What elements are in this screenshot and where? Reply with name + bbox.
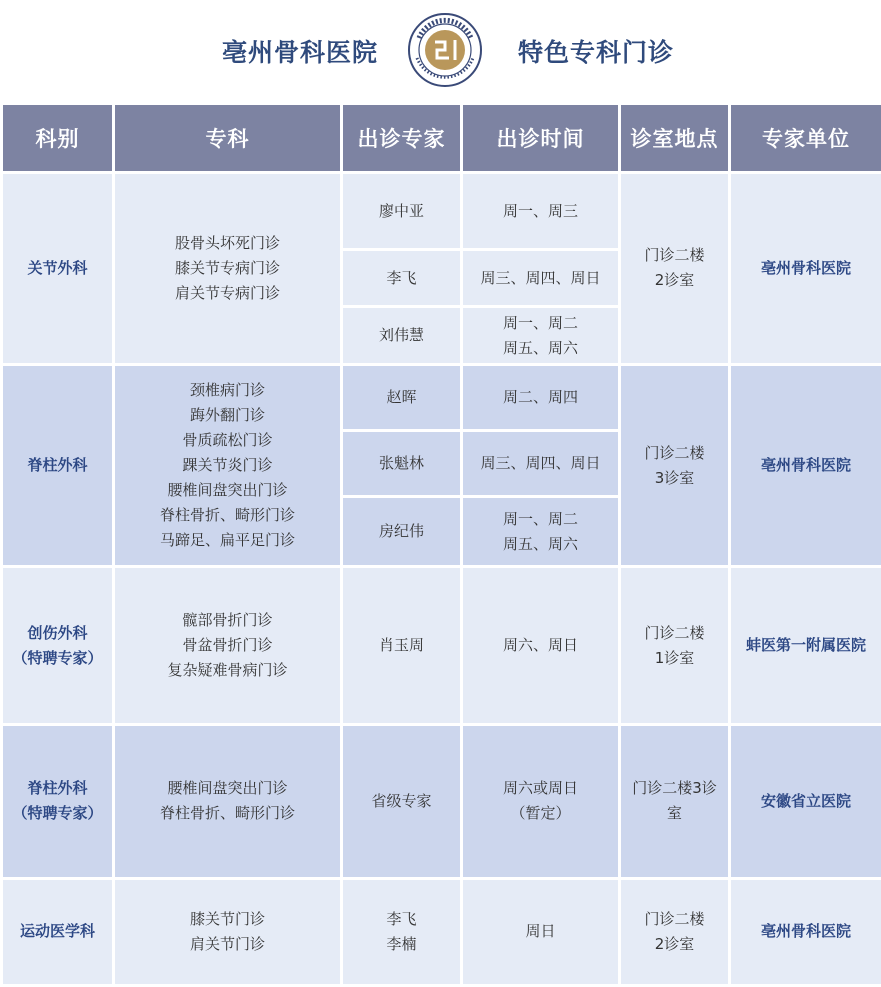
unit-cell-line: 亳州骨科医院: [760, 456, 851, 475]
unit-cell: [730, 567, 881, 725]
specialty-cell: [114, 364, 342, 567]
time-cell-line: （暂定）: [510, 804, 571, 823]
room-cell-line: 门诊二楼3诊: [632, 779, 717, 798]
dept-cell: [2, 878, 114, 985]
room-cell-line: 门诊二楼: [644, 623, 705, 642]
room-cell-line: 3诊室: [654, 468, 695, 487]
expert-cell-line: 刘伟慧: [378, 326, 424, 345]
hospital-logo-icon: [407, 12, 483, 88]
dept-cell-line: 脊柱外科: [27, 779, 88, 798]
time-cell: [462, 878, 620, 985]
time-cell: [462, 567, 620, 725]
room-cell-line: 门诊二楼: [644, 246, 705, 265]
col-header-unit: 专家单位: [730, 104, 881, 173]
expert-cell: [342, 173, 462, 250]
table-row: [2, 567, 881, 725]
expert-cell-line: 李飞: [386, 268, 417, 287]
page-header: [0, 0, 881, 102]
specialty-cell-line: 腰椎间盘突出门诊: [167, 779, 288, 798]
clinic-schedule-table: [0, 102, 881, 987]
specialty-cell-line: 腰椎间盘突出门诊: [167, 481, 288, 500]
room-cell: [620, 364, 730, 567]
time-cell-line: 周五、周六: [502, 534, 578, 553]
expert-cell: [342, 250, 462, 307]
time-cell-line: 周六或周日: [502, 779, 578, 798]
specialty-cell-line: 膝关节门诊: [189, 909, 265, 928]
room-cell-line: 室: [666, 804, 682, 823]
expert-cell-line: 房纪伟: [378, 522, 424, 541]
hospital-name: 亳州骨科医院: [222, 38, 379, 67]
table-row: [2, 173, 881, 250]
room-cell-line: 1诊室: [654, 648, 695, 667]
col-header-dept: 科别: [2, 104, 114, 173]
time-cell: [462, 307, 620, 364]
unit-cell-line: 亳州骨科医院: [760, 258, 851, 277]
expert-cell: [342, 430, 462, 496]
time-cell-line: 周三、周四、周日: [480, 454, 601, 473]
time-cell-line: 周日: [525, 922, 556, 941]
col-header-expert: 出诊专家: [342, 104, 462, 173]
logo-seal-icon: [407, 12, 483, 88]
unit-cell: [730, 173, 881, 365]
time-cell-line: 周一、周二: [502, 313, 578, 332]
specialty-cell-line: 髋部骨折门诊: [182, 611, 273, 630]
expert-cell-line: 廖中亚: [378, 201, 424, 220]
time-cell: [462, 497, 620, 567]
unit-cell: [730, 364, 881, 567]
time-cell-line: 周六、周日: [502, 636, 578, 655]
specialty-cell-line: 踝关节炎门诊: [182, 456, 273, 475]
room-cell-line: 2诊室: [654, 934, 695, 953]
expert-cell: [342, 724, 462, 878]
specialty-cell: [114, 724, 342, 878]
time-cell: [462, 364, 620, 430]
table-row: [2, 724, 881, 878]
dept-cell-line: 关节外科: [27, 258, 88, 277]
specialty-cell-line: 脊柱骨折、畸形门诊: [159, 506, 295, 525]
room-cell-line: 门诊二楼: [644, 443, 705, 462]
specialty-cell-line: 踇外翻门诊: [189, 406, 265, 425]
expert-cell-line: 省级专家: [371, 791, 432, 810]
time-cell-line: 周五、周六: [502, 338, 578, 357]
specialty-cell-line: 膝关节专病门诊: [174, 258, 280, 277]
unit-cell-line: 安徽省立医院: [760, 791, 851, 810]
unit-cell: [730, 724, 881, 878]
room-cell: [620, 173, 730, 365]
dept-cell: [2, 364, 114, 567]
expert-cell-line: 肖玉周: [378, 636, 424, 655]
page-subtitle: 特色专科门诊: [518, 38, 675, 67]
col-header-time: 出诊时间: [462, 104, 620, 173]
expert-cell-line: 李飞: [386, 909, 417, 928]
specialty-cell-line: 骨盆骨折门诊: [182, 636, 273, 655]
expert-cell: [342, 497, 462, 567]
specialty-cell-line: 股骨头坏死门诊: [174, 233, 280, 252]
time-cell-line: 周二、周四: [502, 387, 578, 406]
col-header-specialty: 专科: [114, 104, 342, 173]
specialty-cell: [114, 173, 342, 365]
specialty-cell: [114, 567, 342, 725]
table-row: [2, 364, 881, 430]
specialty-cell-line: 脊柱骨折、畸形门诊: [159, 804, 295, 823]
dept-cell-line: 运动医学科: [19, 922, 95, 941]
room-cell: [620, 724, 730, 878]
table-body: [2, 173, 881, 986]
time-cell: [462, 724, 620, 878]
room-cell: [620, 878, 730, 985]
time-cell-line: 周一、周二: [502, 509, 578, 528]
expert-cell: [342, 307, 462, 364]
expert-cell-line: 李楠: [386, 934, 417, 953]
specialty-cell-line: 肩关节门诊: [189, 934, 265, 953]
table-header-row: [2, 104, 881, 173]
time-cell: [462, 430, 620, 496]
unit-cell-line: 蚌医第一附属医院: [745, 636, 866, 655]
table-row: [2, 878, 881, 985]
dept-cell: [2, 173, 114, 365]
specialty-cell-line: 颈椎病门诊: [189, 381, 265, 400]
dept-cell: [2, 567, 114, 725]
specialty-cell-line: 骨质疏松门诊: [182, 431, 273, 450]
expert-cell-line: 张魁林: [378, 454, 424, 473]
expert-cell-line: 赵晖: [386, 387, 417, 406]
time-cell: [462, 173, 620, 250]
expert-cell: [342, 364, 462, 430]
room-cell: [620, 567, 730, 725]
specialty-cell-line: 肩关节专病门诊: [174, 283, 280, 302]
dept-cell-line: （特聘专家）: [12, 648, 103, 667]
unit-cell: [730, 878, 881, 985]
specialty-cell-line: 复杂疑难骨病门诊: [167, 661, 288, 680]
expert-cell: [342, 878, 462, 985]
expert-cell: [342, 567, 462, 725]
dept-cell-line: （特聘专家）: [12, 804, 103, 823]
time-cell: [462, 250, 620, 307]
time-cell-line: 周三、周四、周日: [480, 268, 601, 287]
room-cell-line: 门诊二楼: [644, 909, 705, 928]
specialty-cell: [114, 878, 342, 985]
dept-cell-line: 脊柱外科: [27, 456, 88, 475]
room-cell-line: 2诊室: [654, 271, 695, 290]
dept-cell-line: 创伤外科: [27, 623, 88, 642]
dept-cell: [2, 724, 114, 878]
col-header-room: 诊室地点: [620, 104, 730, 173]
unit-cell-line: 亳州骨科医院: [760, 922, 851, 941]
time-cell-line: 周一、周三: [502, 201, 578, 220]
specialty-cell-line: 马蹄足、扁平足门诊: [159, 531, 295, 550]
